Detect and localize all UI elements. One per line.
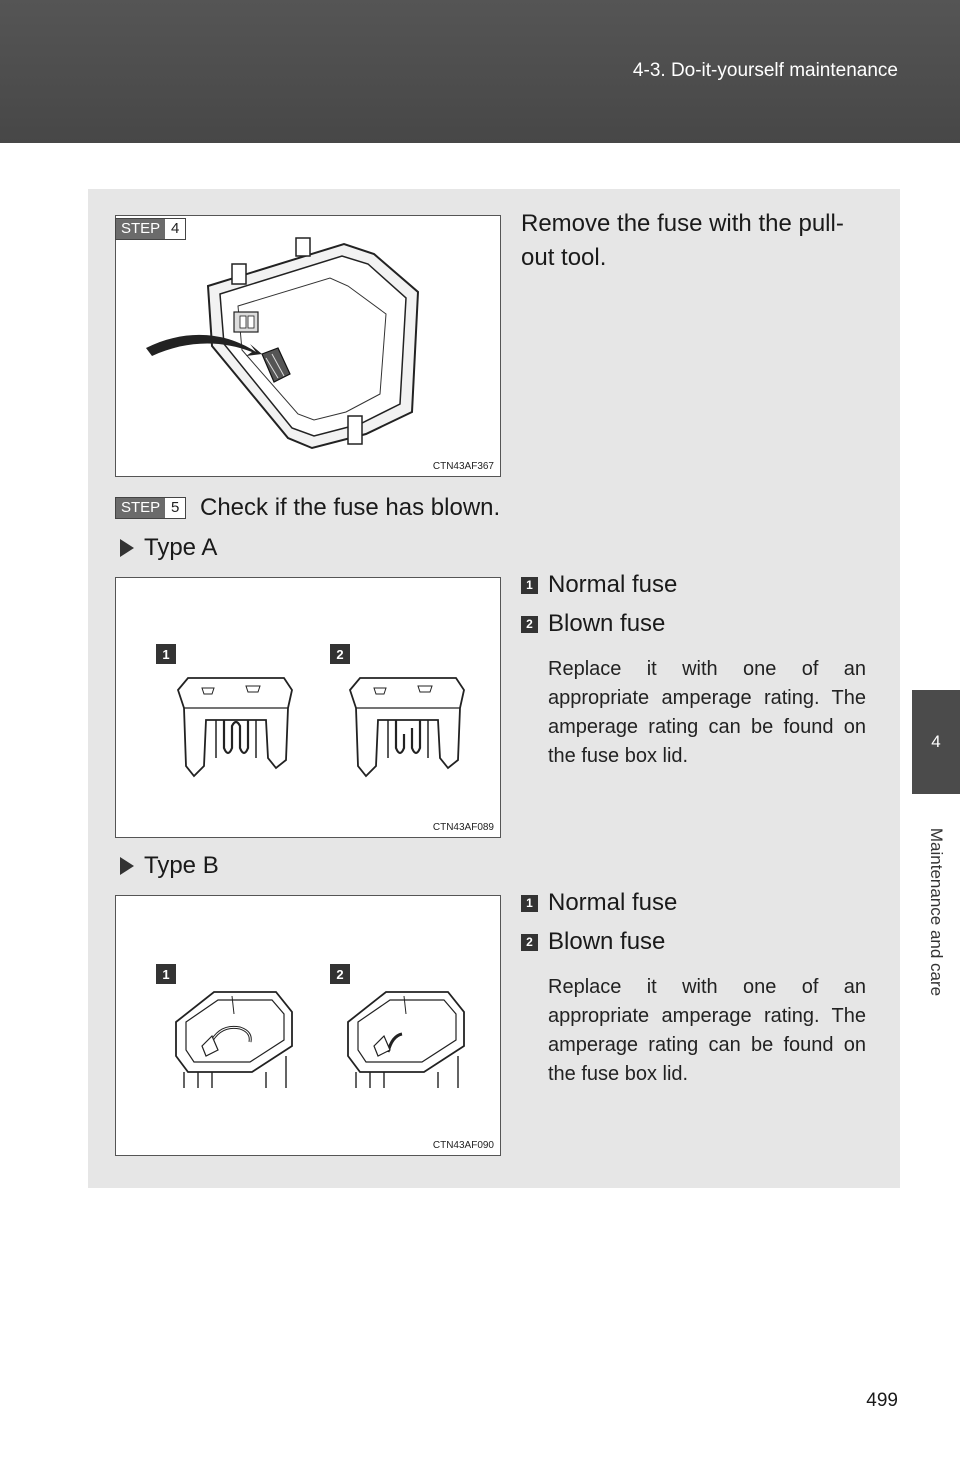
chapter-label-text: Maintenance and care <box>927 827 947 997</box>
type-b-heading-text: Type B <box>144 852 219 879</box>
type-b-note: Replace it with one of an appropriate amperage rating. The amperage rating can be found on the fuse box lid. <box>548 976 866 1085</box>
step-4-badge <box>115 218 186 240</box>
legend-item-blown-fuse <box>521 610 665 638</box>
fuse-number-badge: 2 <box>330 964 350 984</box>
legend-label: Blown fuse <box>548 928 666 955</box>
fuse-box-illustration <box>116 216 501 477</box>
fuse-number-badge: 1 <box>156 644 176 664</box>
legend-item-normal-fuse <box>521 571 677 599</box>
type-a-heading-text: Type A <box>144 534 218 561</box>
fuse-number-badge: 2 <box>330 644 350 664</box>
step-4-instruction: Remove the fuse with the pull-out tool. <box>521 210 844 271</box>
step-5-instruction: Check if the fuse has blown. <box>200 494 501 521</box>
legend-label: Blown fuse <box>548 610 666 637</box>
step-5-badge <box>115 497 186 519</box>
figure-code: CTN43AF367 <box>432 461 494 472</box>
type-b-fuse-illustration <box>116 896 501 1156</box>
step-label: STEP <box>116 219 165 239</box>
triangle-bullet-icon <box>120 857 134 875</box>
legend-number-badge: 1 <box>521 577 538 594</box>
fuse-box-figure <box>115 215 501 477</box>
page-number: 499 <box>866 1390 898 1411</box>
legend-number-badge: 1 <box>521 895 538 912</box>
type-a-heading <box>120 534 217 562</box>
legend-number-badge: 2 <box>521 616 538 633</box>
legend-item-normal-fuse <box>521 889 677 917</box>
type-a-figure <box>115 577 501 838</box>
fuse-number-badge: 1 <box>156 964 176 984</box>
section-title: 4-3. Do-it-yourself maintenance <box>632 60 898 81</box>
type-b-figure <box>115 895 501 1156</box>
step-number: 5 <box>165 498 185 518</box>
legend-number-badge: 2 <box>521 934 538 951</box>
triangle-bullet-icon <box>120 539 134 557</box>
step-label: STEP <box>116 498 165 518</box>
chapter-number-tab: 4 <box>912 690 960 794</box>
content-panel <box>88 189 900 1188</box>
legend-label: Normal fuse <box>548 571 678 598</box>
chapter-label <box>912 794 960 1030</box>
figure-code: CTN43AF089 <box>432 822 494 833</box>
type-a-fuse-illustration <box>116 578 501 838</box>
figure-code: CTN43AF090 <box>432 1140 494 1151</box>
type-a-note: Replace it with one of an appropriate amperage rating. The amperage rating can be found on the fuse box lid. <box>548 658 866 767</box>
legend-item-blown-fuse <box>521 928 665 956</box>
step-number: 4 <box>165 219 185 239</box>
legend-label: Normal fuse <box>548 889 678 916</box>
type-b-heading <box>120 852 219 880</box>
page-header <box>0 0 960 143</box>
